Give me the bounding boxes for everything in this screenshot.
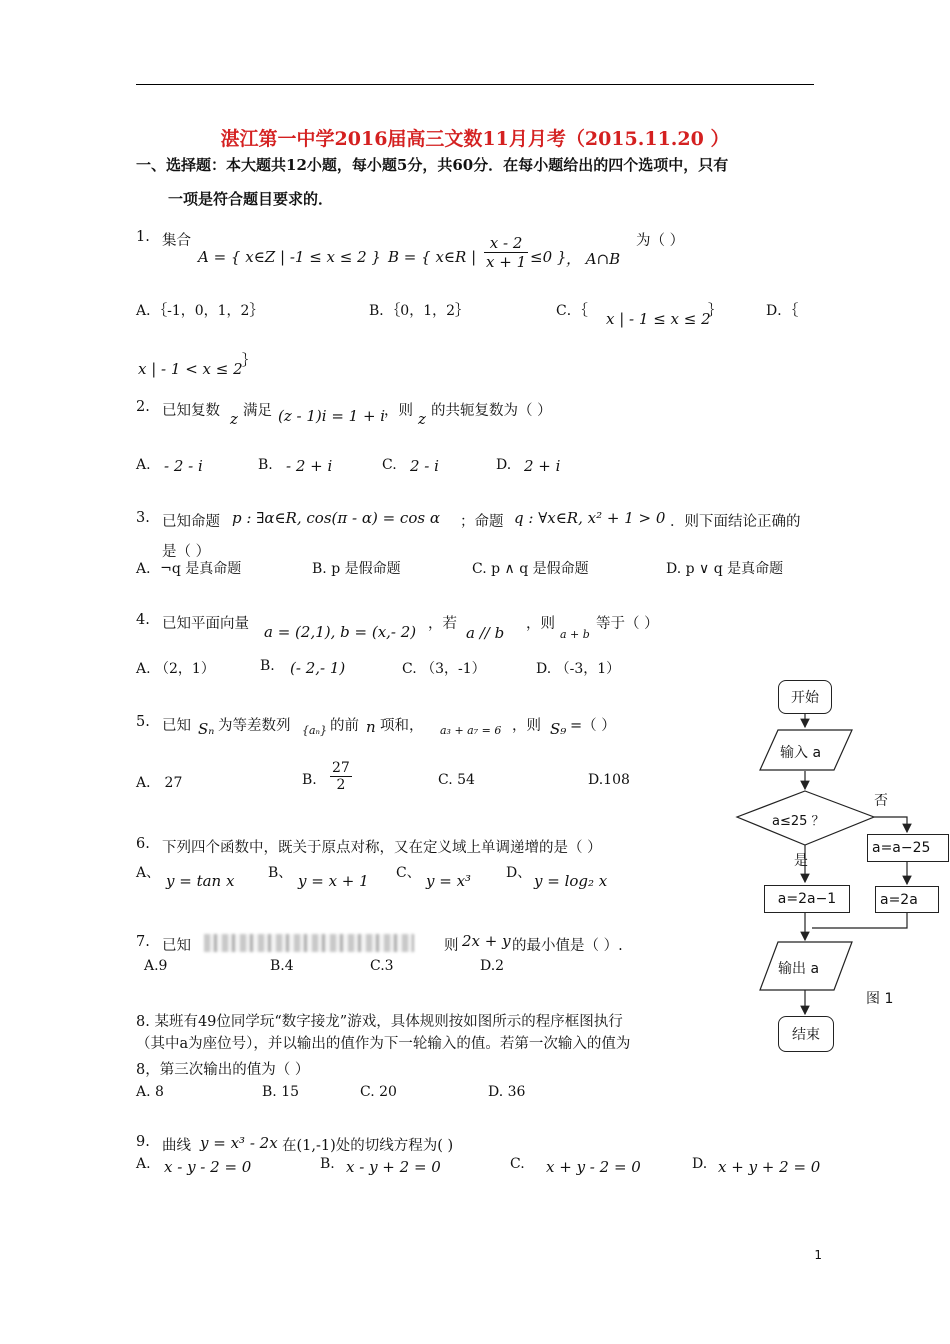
q7-stem-2: 则 (444, 938, 459, 954)
q4-parallel: a // b (466, 624, 505, 642)
q6-option-c-label: C、 (396, 865, 421, 881)
q5-stem-6: =（ ） (570, 718, 616, 734)
q7-option-c: C.3 (370, 958, 394, 974)
q6-option-a: y = tan x (166, 872, 235, 890)
q5-stem-2: 为等差数列 (218, 718, 291, 734)
q2-option-d: 2 + i (524, 457, 561, 475)
q2-stem-2: 满足 (243, 403, 272, 419)
flowchart-output: 输出 a (778, 961, 820, 977)
q5-number: 5. (136, 714, 150, 730)
q1-stem: 集合 (162, 233, 191, 249)
q4-stem-2: ，若 (428, 616, 457, 632)
q7-number: 7. (136, 934, 150, 950)
q5-option-b-label: B. (302, 772, 317, 788)
q1-set-a: A = { x∈Z | -1 ≤ x ≤ 2 } (198, 248, 381, 266)
flowchart-yes-step: a=2a−1 (764, 885, 850, 913)
q4-stem-3: ，则 (526, 616, 555, 632)
q8-option-c: C. 20 (360, 1084, 397, 1100)
q4-option-b-label: B. (260, 658, 275, 674)
q4-vectors: a = (2,1), b = (x,- 2) (264, 623, 417, 641)
q2-number: 2. (136, 399, 150, 415)
q2-z: z (230, 410, 238, 428)
flowchart-yes-label: 是 (794, 853, 808, 869)
q9-stem-1: 曲线 (162, 1138, 191, 1154)
q5-s9: S₉ (550, 720, 567, 738)
q5-stem-3: 的前 (330, 718, 359, 734)
q5-stem-5: ，则 (512, 718, 541, 734)
q1-option-c-suffix: ｝ (708, 303, 722, 319)
q2-stem-4: 的共轭复数为（ ） (431, 403, 552, 419)
q3-option-a: A．¬q 是真命题 (136, 561, 242, 577)
exam-title: 湛江第一中学2016届高三文数11月月考（2015.11.20 ） (220, 128, 730, 150)
q5-option-c: C. 54 (438, 772, 475, 788)
q5-condition: a₃ + a₇ = 6 (440, 724, 502, 737)
q9-option-d-label: D. (692, 1156, 708, 1172)
q4-number: 4. (136, 612, 150, 628)
q3-stem-3: ．则下面结论正确的 (670, 514, 801, 530)
q7-expression: 2x + y (462, 932, 511, 950)
q9-number: 9. (136, 1134, 150, 1150)
q2-option-c: 2 - i (410, 457, 439, 475)
q3-stem-4: 是（ ） (162, 544, 211, 560)
q9-option-d: x + y + 2 = 0 (718, 1158, 821, 1176)
q1-option-b: B．｛0，1，2｝ (369, 303, 470, 319)
q6-option-b-label: B、 (268, 865, 293, 881)
q2-stem-3: ，则 (384, 403, 413, 419)
q6-stem: 下列四个函数中，既关于原点对称，又在定义域上单调递增的是（ ） (162, 840, 602, 856)
q7-option-a: A.9 (144, 958, 168, 974)
flowchart-end: 结束 (778, 1016, 834, 1052)
q1-frac-num: x - 2 (484, 234, 528, 253)
q4-sum: a + b (560, 628, 590, 641)
q5-n: n (366, 718, 376, 736)
q1-option-d-suffix: ｝ (242, 353, 256, 369)
q3-stem-1: 已知命题 (162, 514, 220, 530)
q8-line-1: 8. 某班有49位同学玩“数字接龙”游戏，具体规则按如图所示的程序框图执行 (136, 1014, 623, 1030)
q1-frac-den: x + 1 (486, 253, 527, 271)
q2-z-2: z (418, 410, 426, 428)
flowchart-no-label: 否 (874, 793, 888, 809)
q1-intersection: ， A∩B (566, 250, 621, 268)
q2-option-a: - 2 - i (164, 457, 203, 475)
q6-option-b: y = x + 1 (298, 872, 369, 890)
q2-option-b-label: B. (258, 457, 273, 473)
q2-option-b: - 2 + i (286, 457, 333, 475)
q2-option-d-label: D. (496, 457, 512, 473)
q8-option-b: B. 15 (262, 1084, 300, 1100)
flowchart-input: 输入 a (780, 745, 822, 761)
q8-line-3: 8，第三次输出的值为（ ） (136, 1062, 310, 1078)
q9-option-c: x + y - 2 = 0 (546, 1158, 641, 1176)
section-heading: 一、选择题：本大题共12小题，每小题5分，共60分．在每小题给出的四个选项中，只有 (136, 156, 729, 174)
q9-option-a-label: A. (136, 1156, 151, 1172)
q3-proposition-q: q : ∀x∈R, x² + 1 > 0 (514, 509, 666, 527)
q1-set-b-suffix: ≤0 } (530, 248, 567, 266)
flowchart-no-step: a=a−25 (867, 834, 949, 862)
q4-option-b: (- 2,- 1) (290, 659, 346, 677)
q2-equation: (z - 1)i = 1 + i (278, 407, 386, 425)
q5-an: {aₙ} (302, 724, 328, 737)
q5-stem-4: 项和， (380, 718, 424, 734)
q6-option-c: y = x³ (426, 872, 472, 890)
q3-proposition-p: p : ∃α∈R, cos(π - α) = cos α (232, 509, 440, 527)
q1-end: 为（ ） (636, 233, 685, 249)
flowchart-caption: 图 1 (866, 991, 894, 1007)
q5-sn: Sₙ (198, 720, 215, 738)
q1-set-b-prefix: B = { x∈R | (388, 248, 477, 266)
q5-option-a: A． 27 (136, 775, 183, 791)
q7-stem-1: 已知 (162, 938, 191, 954)
flowchart-decision: a≤25 ？ (772, 814, 825, 829)
q6-option-a-label: A、 (136, 865, 161, 881)
q6-option-d: y = log₂ x (534, 872, 608, 890)
q7-stem-3: 的最小值是（ ）. (512, 938, 623, 954)
q9-option-a: x - y - 2 = 0 (164, 1158, 252, 1176)
q8-option-a: A. 8 (136, 1084, 164, 1100)
q5-frac-den: 2 (336, 777, 346, 793)
q5-frac-num: 27 (332, 760, 350, 776)
q7-option-d: D.2 (480, 958, 505, 974)
q4-stem-1: 已知平面向量 (162, 616, 249, 632)
q9-option-b: x - y + 2 = 0 (346, 1158, 441, 1176)
section-heading-cont: 一项是符合题目要求的． (168, 190, 334, 208)
q1-number: 1. (136, 229, 150, 245)
q5-stem-1: 已知 (162, 718, 191, 734)
page-number: 1 (814, 1248, 822, 1262)
q3-option-b: B. p 是假命题 (312, 561, 401, 577)
flowchart-no-step-2: a=2a (875, 886, 939, 913)
q2-option-c-label: C. (382, 457, 397, 473)
q4-option-c: C. （3，-1） (402, 661, 486, 677)
q7-option-b: B.4 (270, 958, 294, 974)
q4-stem-4: 等于（ ） (596, 616, 659, 632)
flowchart-start: 开始 (778, 680, 832, 714)
q3-option-d: D. p ∨ q 是真命题 (666, 561, 784, 577)
q1-option-d-math: x | - 1 < x ≤ 2 (138, 360, 243, 378)
q2-stem-1: 已知复数 (162, 403, 220, 419)
q8-line-2: （其中a为座位号），并以输出的值作为下一轮输入的值。若第一次输入的值为 (136, 1036, 631, 1052)
q1-option-d-prefix: D．｛ (766, 303, 799, 319)
q9-stem-2: 在(1,-1)处的切线方程为( ) (282, 1138, 454, 1154)
q1-option-c-prefix: C．｛ (556, 303, 588, 319)
q9-option-c-label: C. (510, 1156, 525, 1172)
q1-option-a: A．｛-1，0，1，2｝ (136, 303, 264, 319)
q1-option-c-math: x | - 1 ≤ x ≤ 2 (606, 310, 711, 328)
q4-option-a: A. （2，1） (136, 661, 215, 677)
q4-option-d: D. （-3，1） (536, 661, 621, 677)
q9-option-b-label: B. (320, 1156, 335, 1172)
q3-stem-2: ；命题 (460, 514, 504, 530)
q6-option-d-label: D、 (506, 865, 532, 881)
q5-option-d: D.108 (588, 772, 630, 788)
q8-option-d: D. 36 (488, 1084, 526, 1100)
q9-curve: y = x³ - 2x (200, 1134, 278, 1152)
q3-number: 3. (136, 510, 150, 526)
q2-option-a-label: A. (136, 457, 151, 473)
q6-number: 6. (136, 836, 150, 852)
q3-option-c: C. p ∧ q 是假命题 (472, 561, 589, 577)
